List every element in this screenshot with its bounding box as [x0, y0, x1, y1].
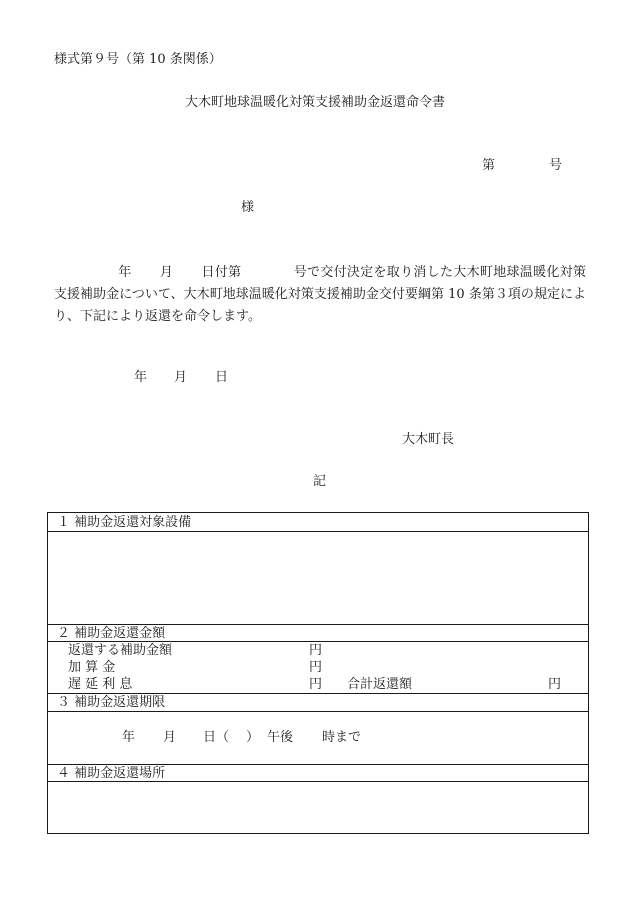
para-date-no: 日付第 — [201, 265, 242, 280]
divider — [48, 693, 588, 694]
main-paragraph — [54, 262, 586, 328]
issue-date-year: 年 — [134, 370, 148, 385]
divider — [48, 764, 588, 765]
delay-interest-label: 遅 延 利 息 — [68, 677, 133, 692]
refund-amount-label: 返還する補助金額 — [68, 643, 173, 658]
issuer: 大木町長 — [402, 432, 455, 447]
deadline-day: 日（ ） — [203, 730, 260, 745]
para-month: 月 — [159, 265, 174, 280]
divider — [48, 641, 588, 642]
issue-date-month: 月 — [174, 370, 188, 385]
section4-title: ４ 補助金返還場所 — [57, 766, 166, 781]
para-year: 年 — [118, 265, 132, 280]
ki-label: 記 — [313, 474, 327, 489]
section1-title: １ 補助金返還対象設備 — [57, 515, 192, 530]
form-number: 様式第９号（第 10 条関係） — [54, 52, 222, 67]
deadline-until: 時まで — [322, 730, 362, 745]
additional-amount-label: 加 算 金 — [68, 660, 116, 675]
divider — [48, 624, 588, 625]
deadline-year: 年 — [122, 730, 136, 745]
para-rest: 号で交付決定を取り消した大木町地球温暖化対策支援補助金について、大木町地球温暖化対策支援補助金交付要綱第 10 条第３項の規定により、下記により返還を命令します。 — [54, 265, 586, 324]
divider — [48, 711, 588, 712]
issue-date-day: 日 — [215, 370, 229, 385]
delay-interest-yen: 円 — [309, 677, 323, 692]
additional-amount-yen: 円 — [309, 660, 323, 675]
doc-number-prefix: 第 — [482, 158, 496, 173]
document-title: 大木町地球温暖化対策支援補助金返還命令書 — [184, 95, 445, 110]
section3-title: ３ 補助金返還期限 — [57, 695, 166, 710]
refund-amount-yen: 円 — [309, 643, 323, 658]
divider — [48, 531, 588, 532]
total-return-yen: 円 — [548, 677, 562, 692]
divider — [48, 781, 588, 782]
total-return-label: 合計返還額 — [347, 677, 413, 692]
section2-title: ２ 補助金返還金額 — [57, 626, 166, 641]
addressee-suffix: 様 — [241, 200, 255, 215]
return-details-table — [47, 512, 589, 834]
deadline-pm: 午後 — [267, 730, 294, 745]
deadline-month: 月 — [163, 730, 177, 745]
doc-number-suffix: 号 — [549, 158, 563, 173]
